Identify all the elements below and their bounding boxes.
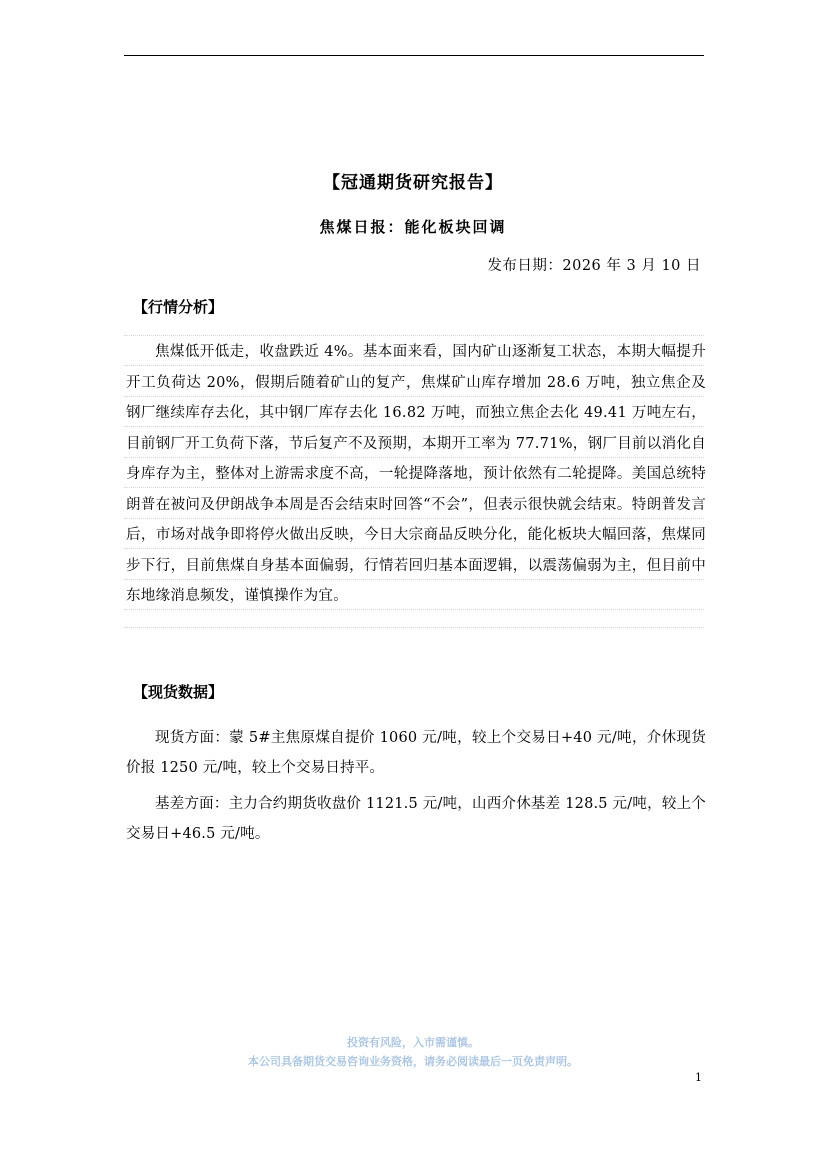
basis-paragraph: 基差方面：主力合约期货收盘价 1121.5 元/吨，山西介休基差 128.5 元/吨，较上个交易日+46.5 元/吨。 [126,796,706,842]
publish-date: 发布日期：2026 年 3 月 10 日 [487,258,701,274]
risk-warning: 投资有风险，入市需谨慎。 [347,1036,479,1049]
page-number: 1 [695,1071,702,1084]
spot-price-paragraph: 现货方面：蒙 5#主焦原煤自提价 1060 元/吨，较上个交易日+40 元/吨，介休现货价报 1250 元/吨，较上个交易日持平。 [126,730,706,776]
report-title: 【冠通期货研究报告】 [323,173,503,193]
disclaimer-note: 本公司具备期货交易咨询业务资格，请务必阅读最后一页免责声明。 [248,1055,578,1068]
report-subtitle: 焦煤日报：能化板块回调 [319,218,507,236]
dotted-divider [124,627,704,628]
market-analysis-body: 焦煤低开低走，收盘跌近 4%。基本面来看，国内矿山逐渐复工状态，本期大幅提升开工负荷达 20%，假期后随着矿山的复产，焦煤矿山库存增加 28.6 万吨，独立焦企及钢厂继续库存去化，其中钢厂库存去化 16.82 万吨，而独立焦企去化 49.41 万吨左右，目前钢厂开工负荷下落，节后复产不及预期，本期开工率为 77.71%，钢厂目前以消化自身库存为主，整体对上游需求度不高，一轮提降落地，预计依然有二轮提降。美国总统特朗普在被问及伊朗战争本周是否会结束时回答“不会”，但表示很快就会结束。特朗普发言后，市场对战争即将停火做出反映，今日大宗商品反映分化，能化板块大幅回落，焦煤同步下行，目前焦煤自身基本面偏弱，行情若回归基本面逻辑，以震荡偏弱为主，但目前中东地缘消息频发，谨慎操作为宜。 [126,344,706,604]
spot-data-heading: 【现货数据】 [133,683,224,701]
dotted-divider [124,335,704,336]
market-analysis-heading: 【行情分析】 [133,298,224,316]
header-rule [124,55,704,56]
